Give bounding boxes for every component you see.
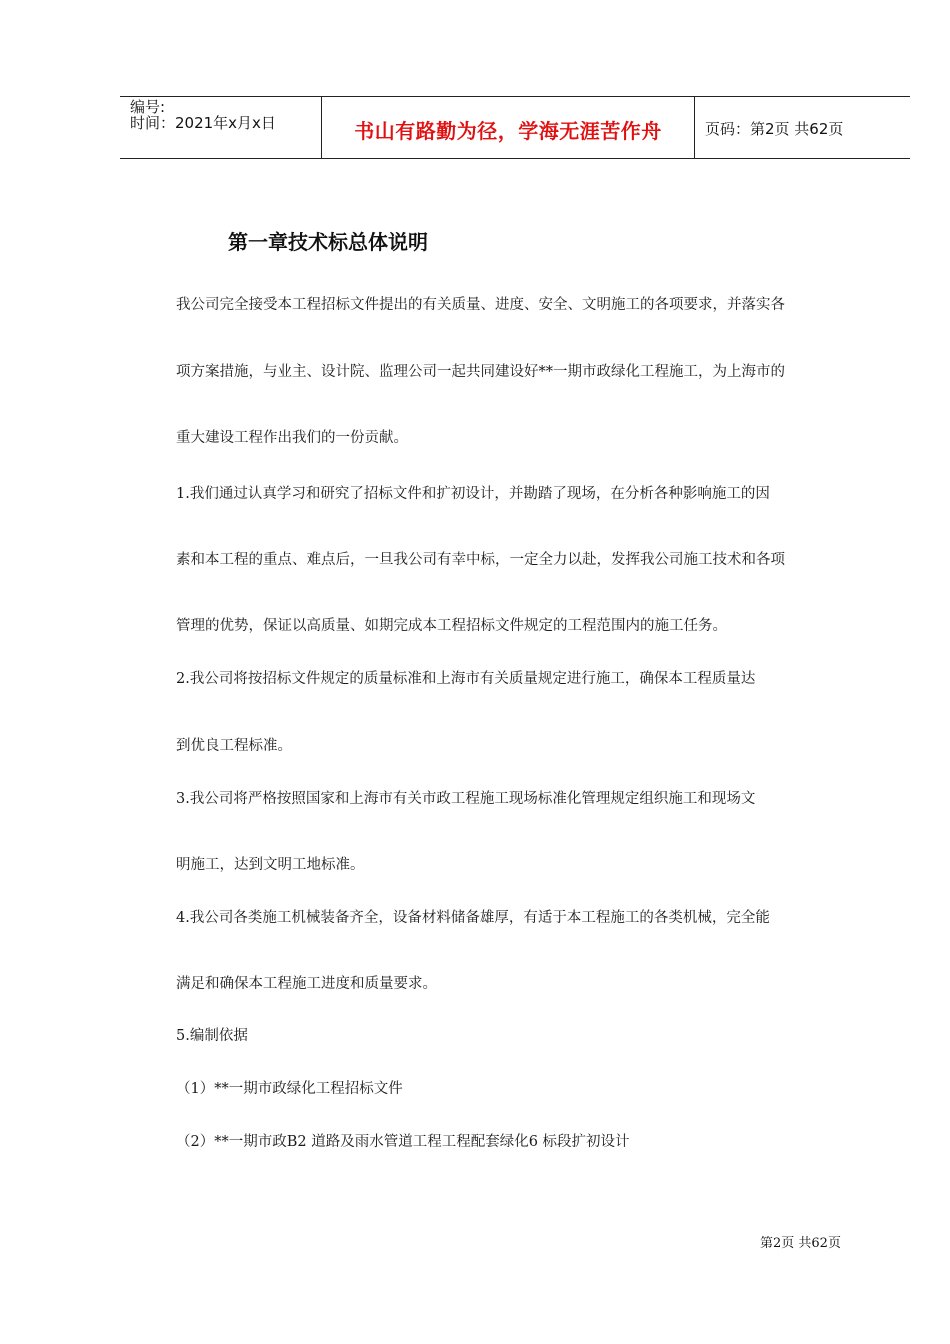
body-line: 我公司完全接受本工程招标文件提出的有关质量、进度、安全、文明施工的各项要求，并落实各 [176,297,785,313]
body-line: （2）**一期市政B2 道路及雨水管道工程工程配套绿化6 标段扩初设计 [176,1134,630,1150]
body-line: 到优良工程标准。 [176,738,292,754]
body-line: 3.我公司将严格按照国家和上海市有关市政工程施工现场标准化管理规定组织施工和现场文 [176,791,756,807]
body-line: 明施工，达到文明工地标准。 [176,857,365,873]
body-line: 项方案措施，与业主、设计院、监理公司一起共同建设好**一期市政绿化工程施工，为上海市的 [176,364,785,380]
body-line: 5.编制依据 [176,1028,248,1044]
body-line: 4.我公司各类施工机械装备齐全，设备材料储备雄厚，有适于本工程施工的各类机械，完全能 [176,910,770,926]
body-line: 素和本工程的重点、难点后，一旦我公司有幸中标，一定全力以赴，发挥我公司施工技术和各项 [176,552,785,568]
page-header [120,96,910,159]
body-line: 满足和确保本工程施工进度和质量要求。 [176,976,437,992]
body-line: 管理的优势，保证以高质量、如期完成本工程招标文件规定的工程范围内的施工任务。 [176,618,727,634]
header-motto: 书山有路勤为径，学海无涯苦作舟 [354,119,662,143]
header-meta [130,99,276,131]
body-line: （1）**一期市政绿化工程招标文件 [176,1081,403,1097]
chapter-title: 第一章技术标总体说明 [228,230,428,254]
body-line: 1.我们通过认真学习和研究了招标文件和扩初设计，并勘踏了现场，在分析各种影响施工的因 [176,486,770,502]
body-line: 重大建设工程作出我们的一份贡献。 [176,430,408,446]
document-time-label: 时间：2021年x月x日 [130,114,276,132]
footer-page-number: 第2页 共62页 [760,1236,841,1251]
body-line: 2.我公司将按招标文件规定的质量标准和上海市有关质量规定进行施工，确保本工程质量达 [176,671,756,687]
header-divider [694,97,695,158]
header-page-number: 页码：第2页 共62页 [705,120,844,138]
document-number-label: 编号: [130,98,166,116]
